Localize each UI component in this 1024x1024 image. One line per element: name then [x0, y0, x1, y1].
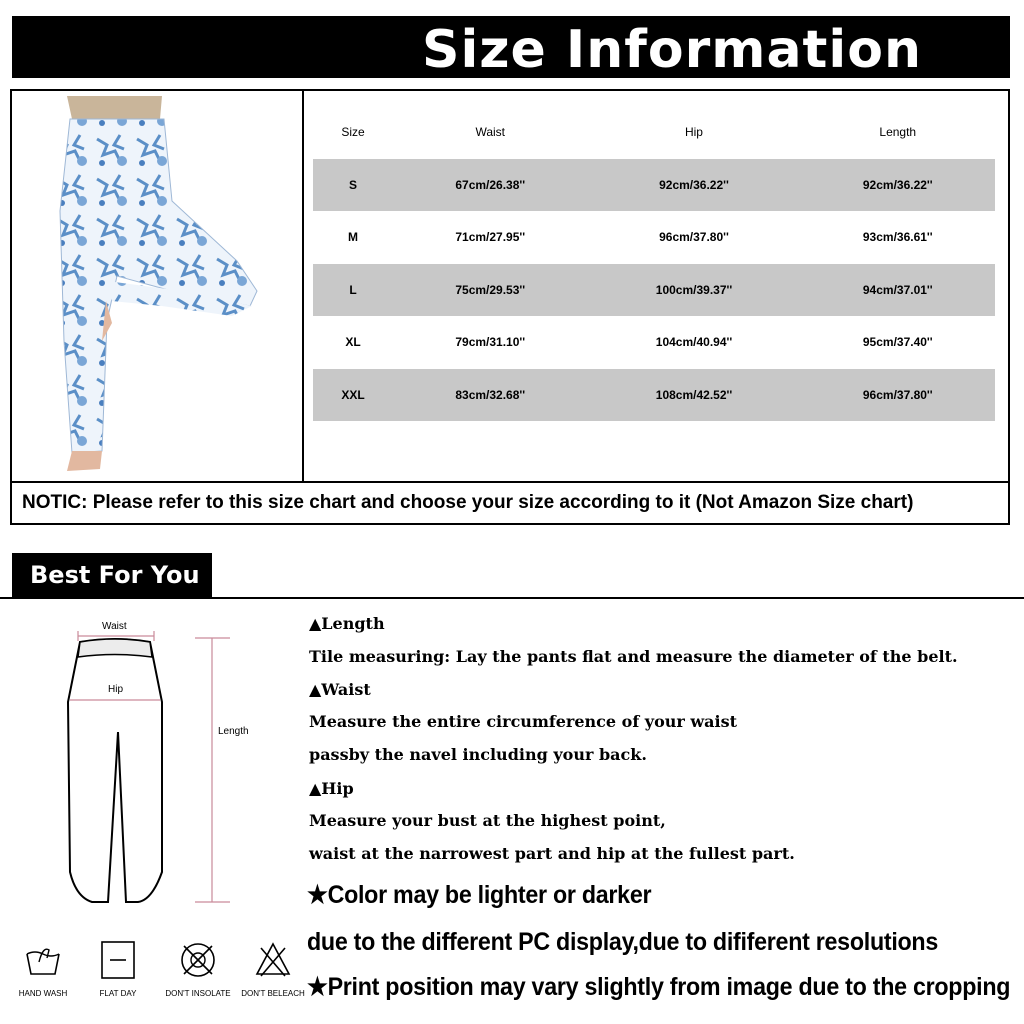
tie-dye-pants-image	[12, 91, 302, 483]
cell-size: S	[313, 159, 393, 212]
table-row	[313, 369, 995, 422]
color-note: ★Color may be lighter or darker	[307, 881, 652, 909]
care-label: HAND WASH	[18, 989, 68, 998]
page-title: Size Information	[422, 20, 922, 80]
do-not-bleach-icon	[253, 940, 293, 980]
header-waist: Waist	[475, 125, 505, 140]
table-row	[313, 211, 995, 264]
flat-dry-icon	[98, 940, 138, 980]
waist-text-1: Measure the entire circumference of your waist	[309, 712, 738, 731]
best-for-you-tab: Best For You	[12, 553, 212, 597]
size-table	[313, 106, 995, 421]
table-row	[313, 264, 995, 317]
hip-text-1: Measure your bust at the highest point,	[309, 811, 666, 830]
care-label: FLAT DAY	[99, 989, 137, 998]
cell-hip: 108cm/42.52''	[587, 369, 800, 422]
header-hip: Hip	[684, 125, 703, 140]
do-not-insolate-icon	[178, 940, 218, 980]
length-text: Tile measuring: Lay the pants flat and measure the diameter of the belt.	[309, 647, 958, 666]
cell-hip: 100cm/39.37''	[587, 264, 800, 317]
cell-hip: 92cm/36.22''	[587, 159, 800, 212]
care-label: DON'T BELEACH	[241, 989, 305, 998]
print-position-note: ★Print position may vary slightly from image due to the cropping	[307, 973, 1011, 1001]
display-note: due to the different PC display,due to dififerent resolutions	[307, 928, 939, 956]
hip-heading: ▲Hip	[309, 779, 354, 798]
cell-length: 95cm/37.40''	[862, 335, 933, 350]
diagram-waist-label: Waist	[102, 621, 127, 632]
cell-waist: 79cm/31.10''	[455, 335, 526, 350]
header-length: Length	[879, 125, 917, 140]
cell-size: L	[313, 264, 393, 317]
care-item	[83, 940, 153, 998]
cell-length: 94cm/37.01''	[801, 264, 995, 317]
waist-text-2: passby the navel including your back.	[309, 745, 647, 764]
care-instructions	[8, 940, 308, 1020]
care-item	[238, 940, 308, 998]
waist-heading: ▲Waist	[309, 680, 371, 699]
cell-hip: 104cm/40.94''	[655, 335, 733, 350]
section-divider	[0, 597, 1024, 599]
table-row	[313, 316, 995, 369]
table-header-row	[313, 106, 995, 159]
care-item	[8, 940, 78, 998]
care-item	[163, 940, 233, 998]
cell-waist: 71cm/27.95''	[455, 230, 526, 245]
cell-waist: 75cm/29.53''	[393, 264, 587, 317]
hand-wash-icon	[23, 940, 63, 980]
cell-length: 96cm/37.80''	[801, 369, 995, 422]
length-heading: ▲Length	[309, 614, 385, 633]
cell-waist: 83cm/32.68''	[393, 369, 587, 422]
care-label: DON'T INSOLATE	[165, 989, 231, 998]
cell-size: XL	[345, 335, 361, 350]
cell-size: XXL	[313, 369, 393, 422]
title-banner	[12, 16, 1010, 78]
hip-text-2: waist at the narrowest part and hip at the fullest part.	[309, 844, 795, 863]
cell-hip: 96cm/37.80''	[659, 230, 729, 245]
cell-length: 93cm/36.61''	[862, 230, 933, 245]
table-row	[313, 159, 995, 212]
cell-waist: 67cm/26.38''	[393, 159, 587, 212]
diagram-length-label: Length	[218, 726, 249, 737]
product-photo	[12, 91, 304, 483]
cell-size: M	[348, 230, 358, 245]
size-notice: NOTIC: Please refer to this size chart and choose your size according to it (Not Amazon Size chart)	[12, 481, 1008, 523]
header-size: Size	[341, 125, 365, 140]
cell-length: 92cm/36.22''	[801, 159, 995, 212]
pants-measurement-diagram	[40, 612, 280, 922]
diagram-hip-label: Hip	[108, 684, 124, 695]
